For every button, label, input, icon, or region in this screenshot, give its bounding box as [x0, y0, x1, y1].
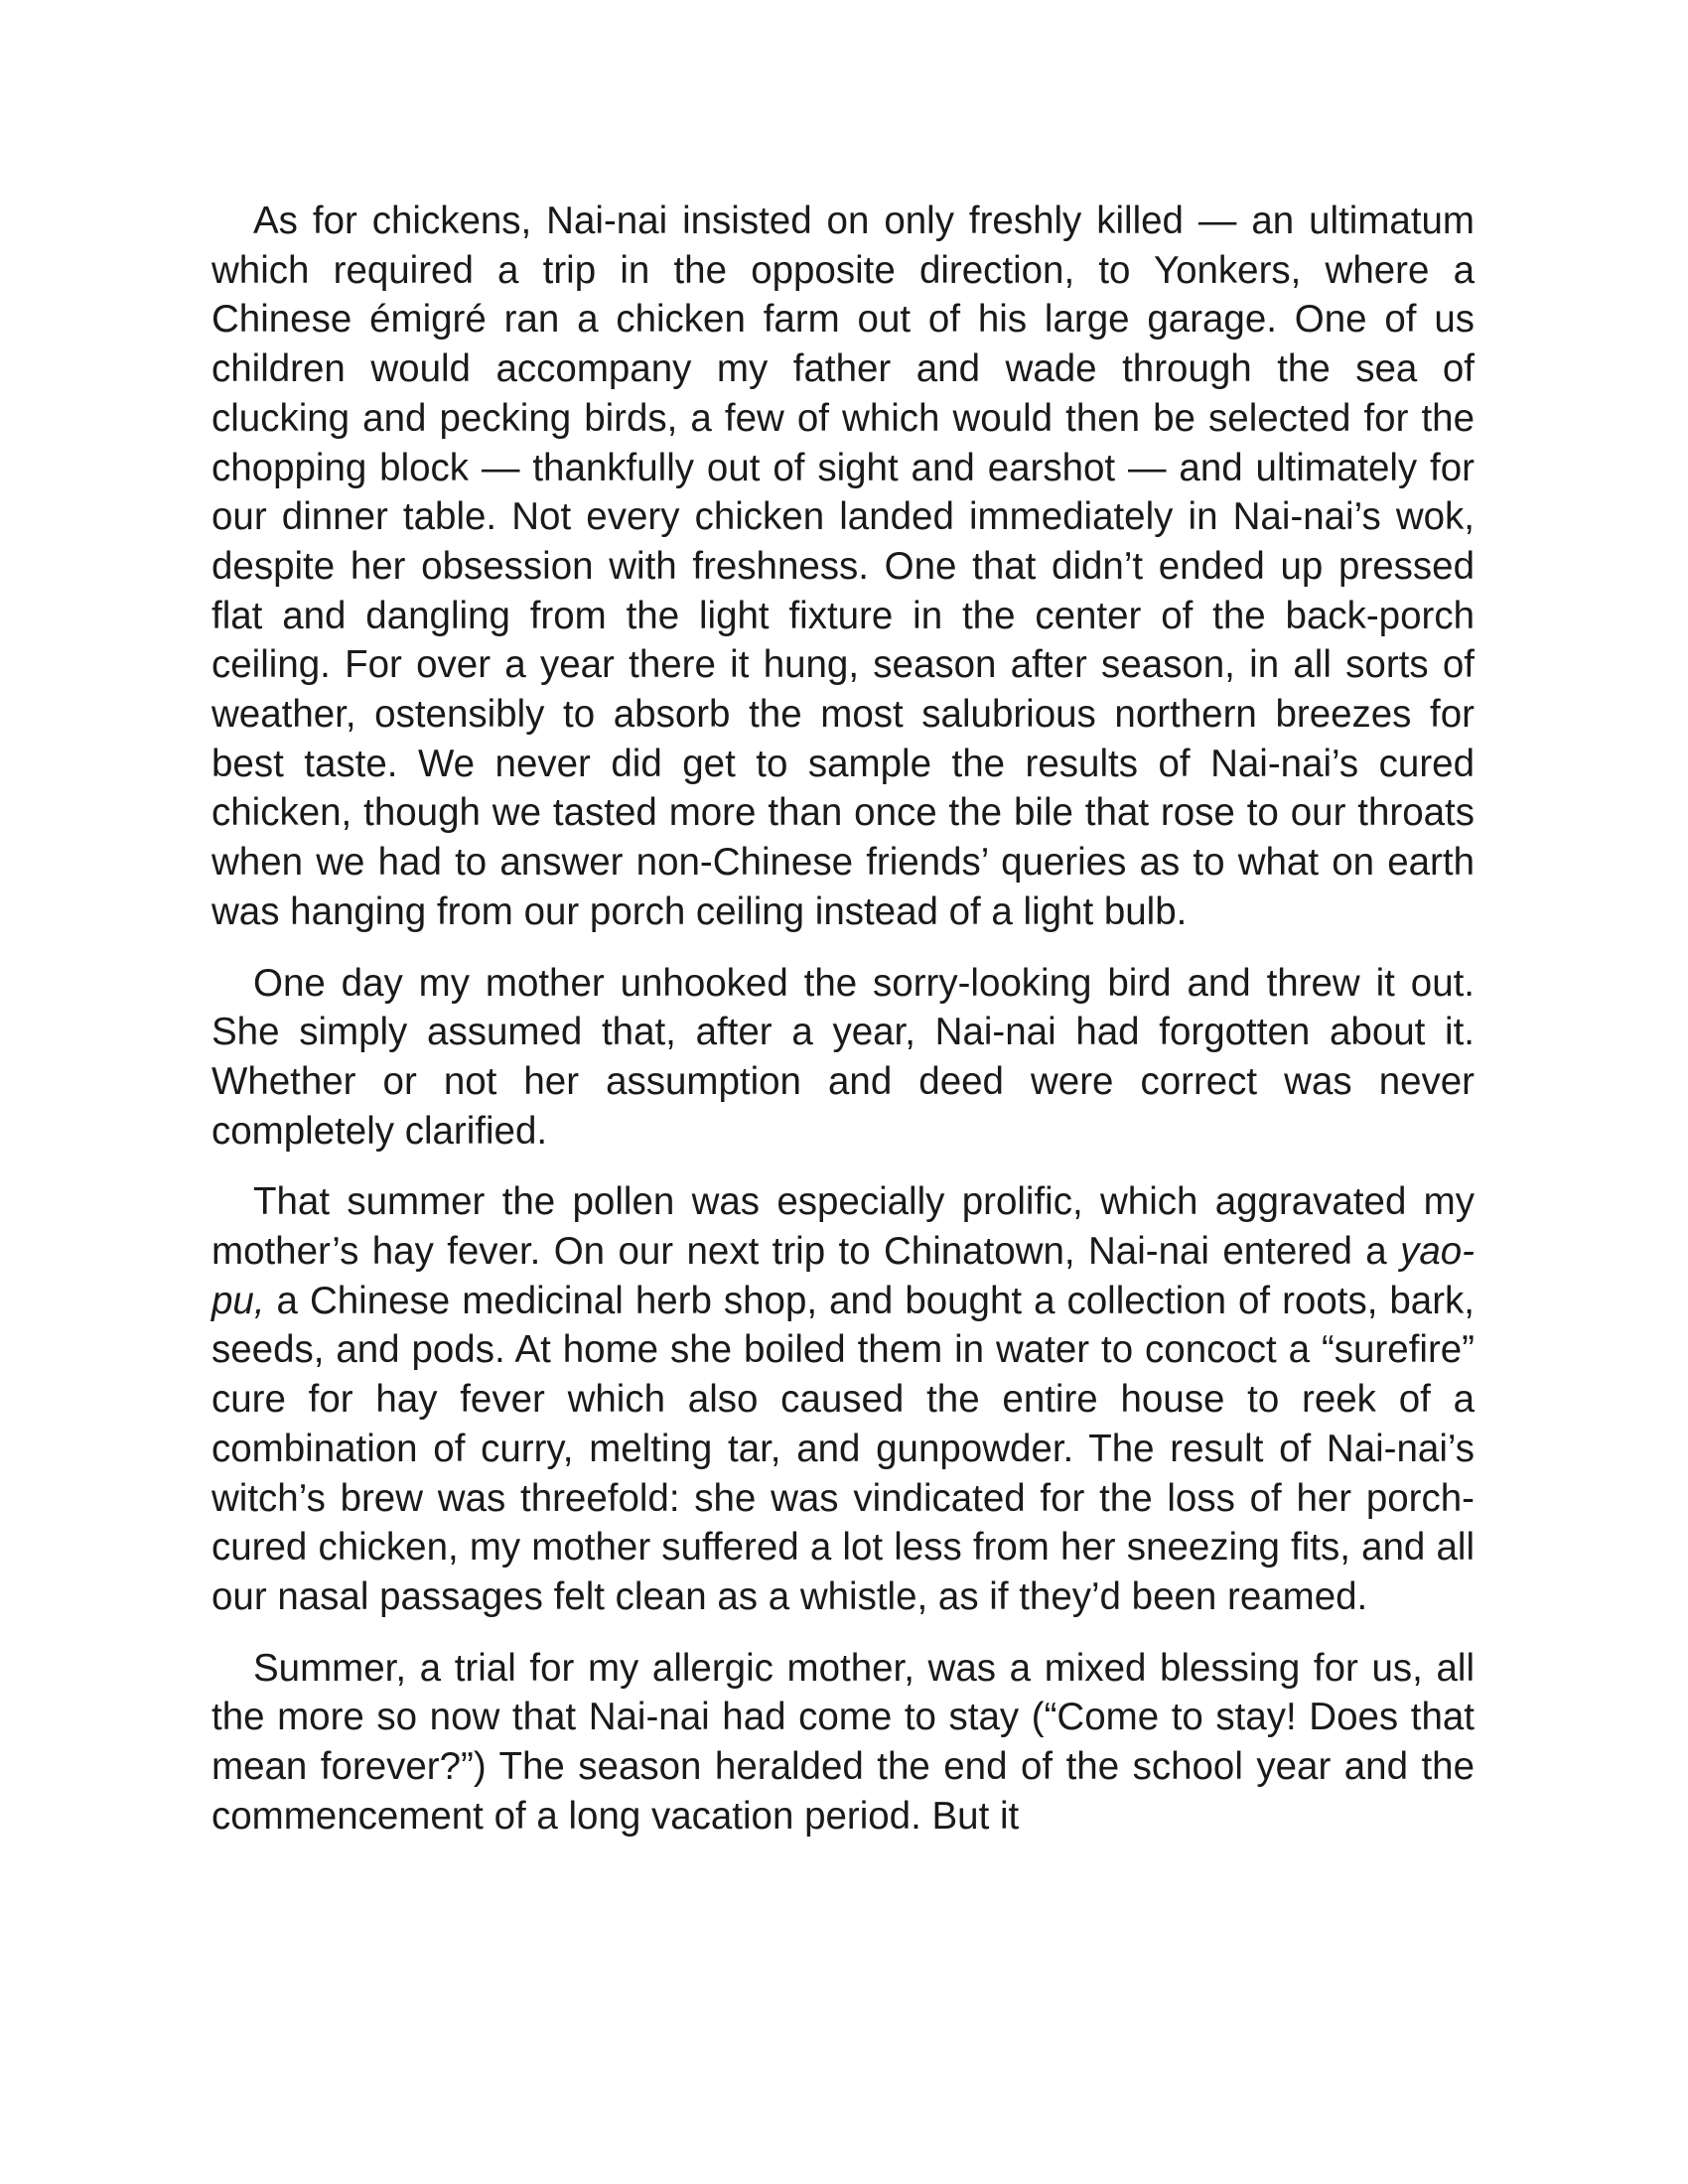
paragraph-pollen-text-start: That summer the pollen was especially prolific, which aggravated my mother’s hay fever. On our next trip to Chinatown, Nai-nai entered a	[211, 1180, 1475, 1274]
paragraph-pollen-text-end: a Chinese medicinal herb shop, and bought a collection of roots, bark, seeds, and pods. At home she boiled them in water to concoct a “surefire” cure for hay fever which also caused the entire house to reek of a combination of curry, melting tar, and gunpowder. The result of Nai-nai’s witch’s brew was threefold: she was vindicated for the loss of her porch-cured chicken, my mother suffered a lot less from her sneezing fits, and all our nasal passages felt clean as a whistle, as if they’d been reamed.	[211, 1279, 1475, 1618]
paragraph-mother-unhooked: One day my mother unhooked the sorry-looking bird and threw it out. She simply assumed that, after a year, Nai-nai had forgotten about it. Whether or not her assumption and deed were correct was never completely clarified.	[211, 961, 1475, 1153]
body-text	[211, 197, 1475, 1863]
italic-term-yao-pu: yao-pu,	[211, 1230, 1475, 1322]
paragraph-pollen	[211, 1177, 1475, 1621]
paragraph-summer: Summer, a trial for my allergic mother, was a mixed blessing for us, all the more so now that Nai-nai had come to stay (“Come to stay! Does that mean forever?”) The season heralded the end of the school year and the commencement of a long vacation period. But it	[211, 1646, 1475, 1838]
paragraph-chickens: As for chickens, Nai-nai insisted on only freshly killed — an ultimatum which required a trip in the opposite direction, to Yonkers, where a Chinese émigré ran a chicken farm out of his large garage. One of us children would accompany my father and wade through the sea of clucking and pecking birds, a few of which would then be selected for the chopping block — thankfully out of sight and earshot — and ultimately for our dinner table. Not every chicken landed immediately in Nai-nai’s wok, despite her obsession with freshness. One that didn’t ended up pressed flat and dangling from the light fixture in the center of the back-porch ceiling. For over a year there it hung, season after season, in all sorts of weather, ostensibly to absorb the most salubrious northern breezes for best taste. We never did get to sample the results of Nai-nai’s cured chicken, though we tasted more than once the bile that rose to our throats when we had to answer non-Chinese friends’ queries as to what on earth was hanging from our porch ceiling instead of a light bulb.	[211, 200, 1475, 933]
